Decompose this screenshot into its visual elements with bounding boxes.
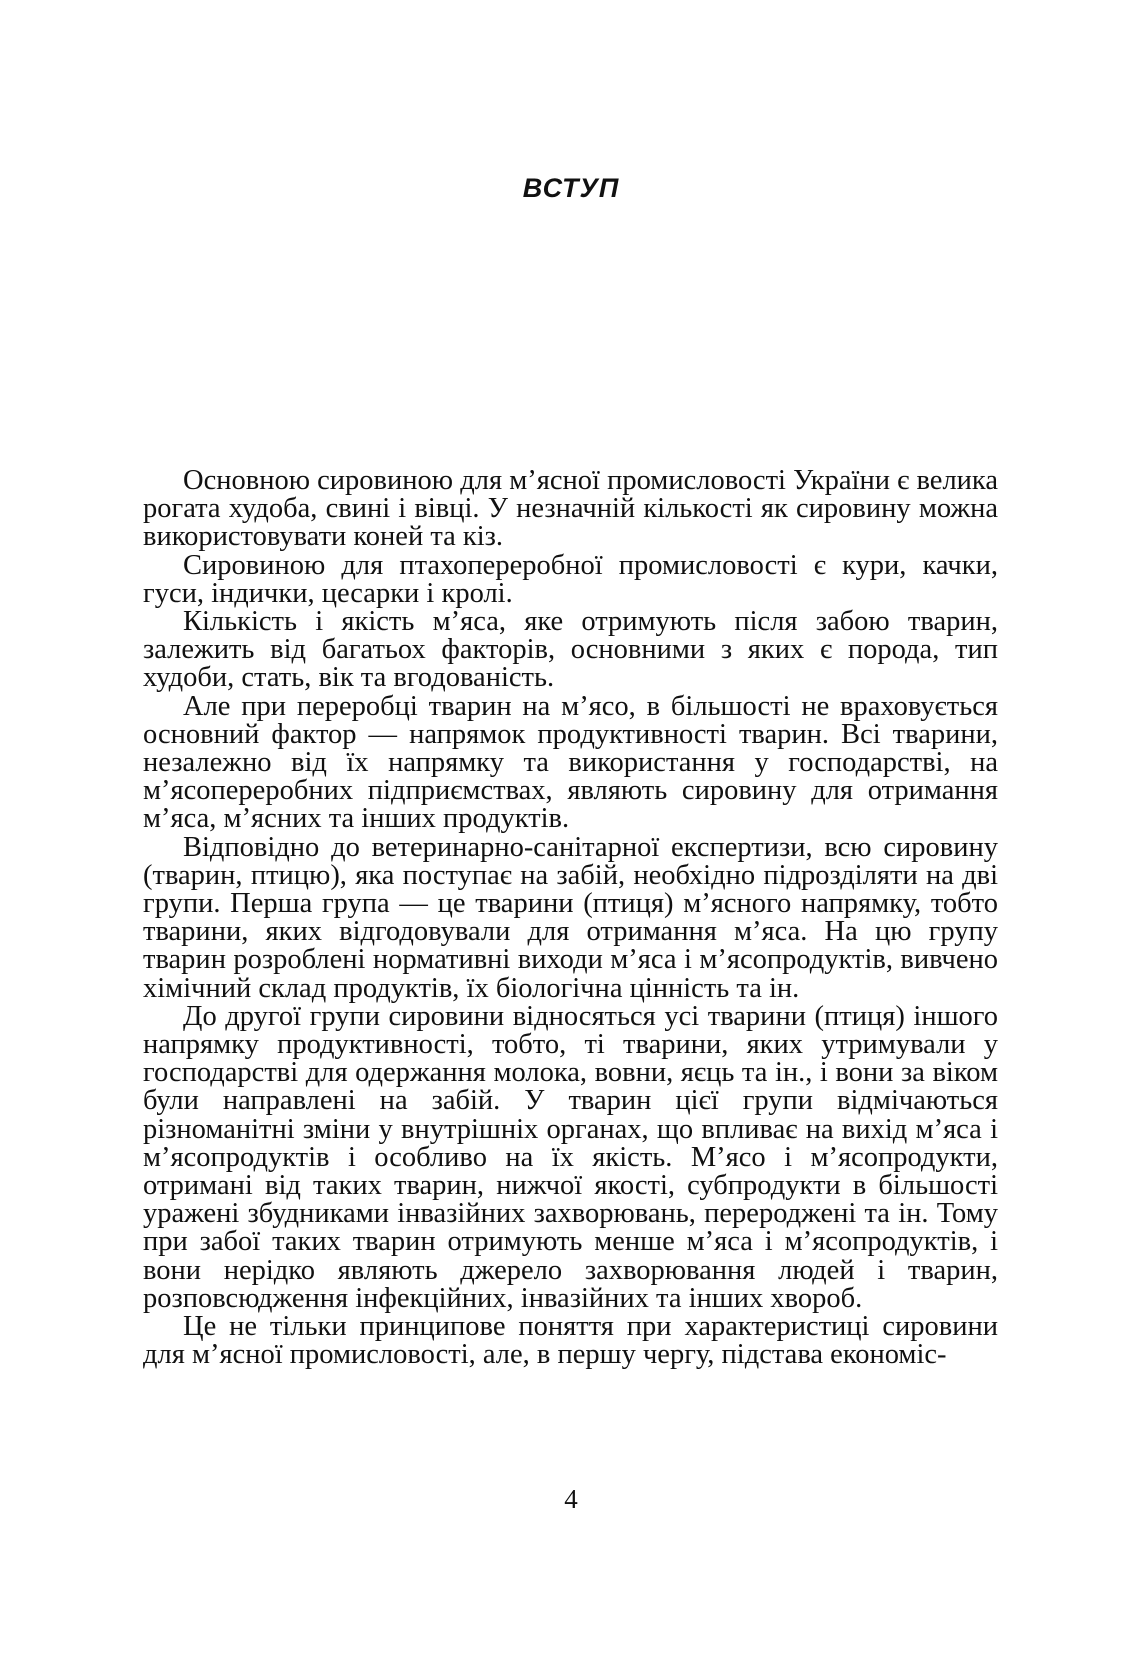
paragraph: До другої групи сировини відносяться усі тварини (птиця) іншого напрямку продуктивності, тобто, ті тварини, яких утримували у господарстві для одержання молока, вовни, яєць та ін., і вони за віком були направлені на забій. У тварин цієї групи відмічаються різноманітні зміни у внутрішніх органах, що впливає на вихід м’яса і м’ясопродуктів і особливо на їх якість. М’ясо і м’ясопродукти, отримані від таких тварин, нижчої якості, субпродукти в більшості уражені збудниками інвазійних захворювань, переродженi та ін. Тому при забої таких тварин отримують менше м’яса і м’ясопродуктів, і вони нерідко являють джерело захворювання людей і тварин, розповсюдження інфекційних, інвазійних та інших хвороб. — [143, 1000, 998, 1314]
paragraph: Основною сировиною для м’ясної промисловості України є велика рогата худоба, свині і вівці. У незначній кількості як сировину можна використовувати коней та кіз. — [143, 465, 998, 553]
paragraph: Кількість і якість м’яса, яке отримують після забою тварин, залежить від багатьох факторів, основними з яких є порода, тип худоби, стать, вік та вгодованість. — [143, 606, 998, 694]
section-heading: ВСТУП — [522, 173, 620, 203]
paragraph: Це не тільки принципове поняття при характеристиці сировини для м’ясної промисловості, але, в першу чергу, підстава економіс- — [143, 1311, 998, 1371]
paragraph: Сировиною для птахопереробної промисловості є кури, качки, гуси, індички, цесарки і кролі. — [143, 549, 998, 609]
body-text — [143, 467, 998, 1370]
paragraph: Але при переробці тварин на м’ясо, в більшості не враховується основний фактор — напрямок продуктивності тварин. Всі тварини, незалежно від їх напрямку та використання у господарстві, на м’ясопереробних підприємствах, являють сировину для отримання м’яса, м’ясних та інших продуктів. — [143, 690, 998, 835]
page-number: 4 — [564, 1484, 578, 1514]
paragraph: Відповідно до ветеринарно-санітарної експертизи, всю сировину (тварин, птицю), яка поступає на забій, необхідно підрозділяти на дві групи. Перша група — це тварини (птиця) м’ясного напрямку, тобто тварини, яких відгодовували для отримання м’яса. На цю групу тварин розроблені нормативні виходи м’яса і м’ясопродуктів, вивчено хімічний склад продуктів, їх біологічна цінність та ін. — [143, 831, 998, 1004]
